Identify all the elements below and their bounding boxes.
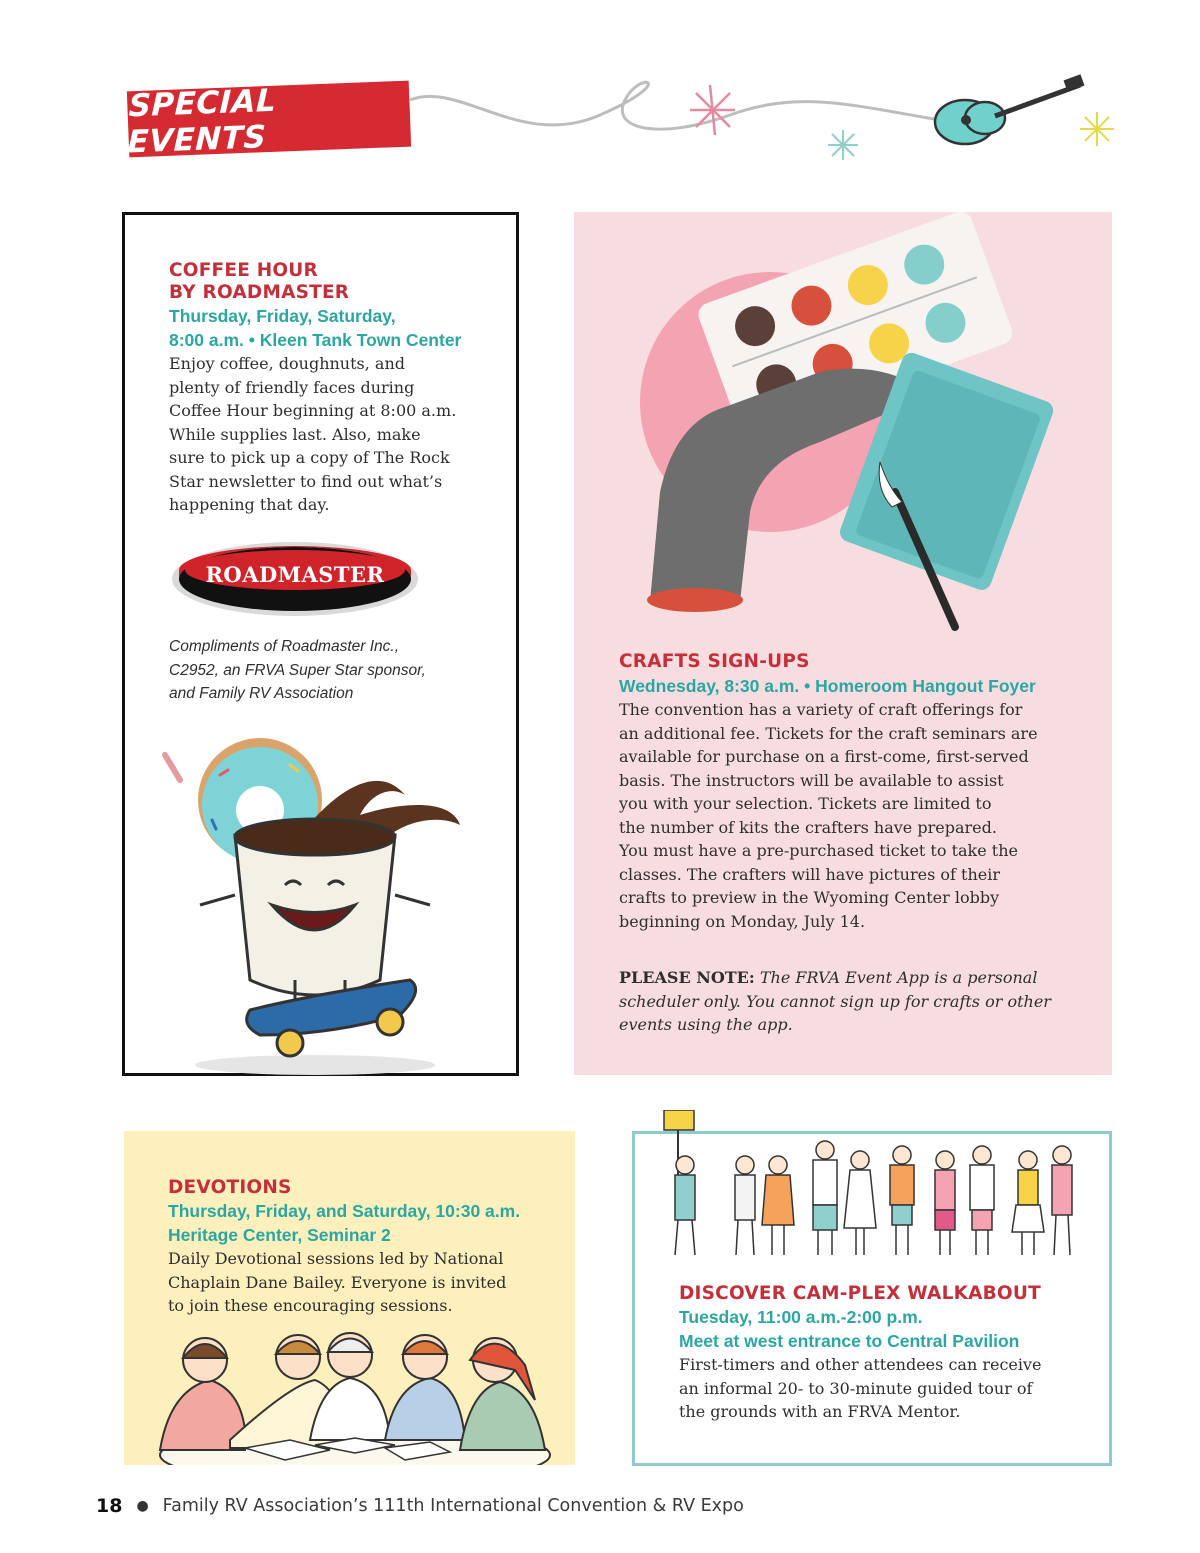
page-number: 18 <box>96 1495 123 1517</box>
walkabout-heading: DISCOVER CAM-PLEX WALKABOUT <box>679 1283 1041 1304</box>
body-line: an additional fee. Tickets for the craft seminars are <box>619 723 1038 743</box>
coffee-hour-time <box>169 305 499 352</box>
praying-group-illustration <box>150 1330 560 1465</box>
coffee-heading-line: BY ROADMASTER <box>169 282 350 303</box>
body-line: the number of kits the crafters have prepared. <box>619 817 997 837</box>
note-text: events using the app. <box>619 1015 793 1034</box>
body-line: Daily Devotional sessions led by National <box>168 1249 504 1268</box>
crafts-description <box>619 698 1099 933</box>
body-line: First-timers and other attendees can receive <box>679 1355 1042 1374</box>
devotions-time <box>168 1200 568 1247</box>
body-line: sure to pick up a copy of The Rock <box>169 448 450 467</box>
body-line: classes. The crafters will have pictures of their <box>619 864 1000 884</box>
body-line: available for purchase on a first-come, first-served <box>619 747 1029 766</box>
body-line: crafts to preview in the Wyoming Center lobby <box>619 888 1000 907</box>
coffee-mug-skateboard-illustration <box>150 725 480 1075</box>
coffee-heading-line: COFFEE HOUR <box>169 260 318 281</box>
devotions-time-line: Thursday, Friday, and Saturday, 10:30 a.m. <box>168 1201 521 1221</box>
caption-line: C2952, an FRVA Super Star sponsor, <box>169 661 426 679</box>
walkabout-time-line: Meet at west entrance to Central Pavilion <box>679 1330 1020 1351</box>
body-line: the grounds with an FRVA Mentor. <box>679 1402 961 1421</box>
body-line: plenty of friendly faces during <box>169 377 415 397</box>
body-line: The convention has a variety of craft offerings for <box>619 700 1023 719</box>
body-line: While supplies last. Also, make <box>169 424 421 444</box>
walkabout-description <box>679 1353 1089 1424</box>
coffee-time-line: Thursday, Friday, Saturday, <box>169 306 396 326</box>
body-line: Chaplain Dane Bailey. Everyone is invited <box>168 1272 507 1292</box>
guitar-icon <box>935 74 1085 144</box>
craft-palette-hand-illustration <box>630 212 1070 632</box>
body-line: happening that day. <box>169 495 330 514</box>
note-text: The FRVA Event App is a personal <box>759 968 1038 987</box>
walkabout-time-line: Tuesday, 11:00 a.m.-2:00 p.m. <box>679 1307 923 1327</box>
crafts-note <box>619 966 1099 1037</box>
body-line: Star newsletter to find out what’s <box>169 471 443 491</box>
note-text: scheduler only. You cannot sign up for crafts or other <box>619 991 1051 1011</box>
body-line: to join these encouraging sessions. <box>168 1296 453 1315</box>
header-decoration-illustration <box>400 60 1130 170</box>
coffee-time-line: 8:00 a.m. • Kleen Tank Town Center <box>169 329 462 350</box>
devotions-time-line: Heritage Center, Seminar 2 <box>168 1224 391 1245</box>
caption-line: and Family RV Association <box>169 685 354 702</box>
walkabout-time <box>679 1306 1089 1353</box>
body-line: you with your selection. Tickets are limited to <box>619 794 992 813</box>
page-footer <box>96 1493 996 1519</box>
bullet-separator-icon: ● <box>136 1498 149 1514</box>
coffee-hour-description <box>169 352 499 517</box>
devotions-description <box>168 1247 568 1318</box>
body-line: Coffee Hour beginning at 8:00 a.m. <box>169 401 457 420</box>
body-line: You must have a pre-purchased ticket to take the <box>619 841 1018 860</box>
coffee-hour-sponsor-caption <box>169 635 499 706</box>
note-label: PLEASE NOTE: <box>619 968 755 987</box>
body-line: Enjoy coffee, doughnuts, and <box>169 354 406 373</box>
caption-line: Compliments of Roadmaster Inc., <box>169 638 400 655</box>
section-banner <box>126 81 411 161</box>
footer-text: Family RV Association’s 111th International Convention & RV Expo <box>162 1496 744 1516</box>
body-line: beginning on Monday, July 14. <box>619 911 866 931</box>
body-line: an informal 20- to 30-minute guided tour of <box>679 1378 1033 1398</box>
crafts-heading: CRAFTS SIGN-UPS <box>619 651 810 672</box>
section-title: SPECIAL EVENTS <box>126 82 277 161</box>
crafts-time: Wednesday, 8:30 a.m. • Homeroom Hangout Foyer <box>619 676 1036 696</box>
body-line: basis. The instructors will be available to assist <box>619 770 1004 790</box>
roadmaster-logo-text: ROADMASTER <box>205 562 385 587</box>
coffee-hour-heading <box>169 260 349 304</box>
devotions-heading: DEVOTIONS <box>168 1177 292 1198</box>
tour-group-illustration <box>660 1110 1090 1265</box>
